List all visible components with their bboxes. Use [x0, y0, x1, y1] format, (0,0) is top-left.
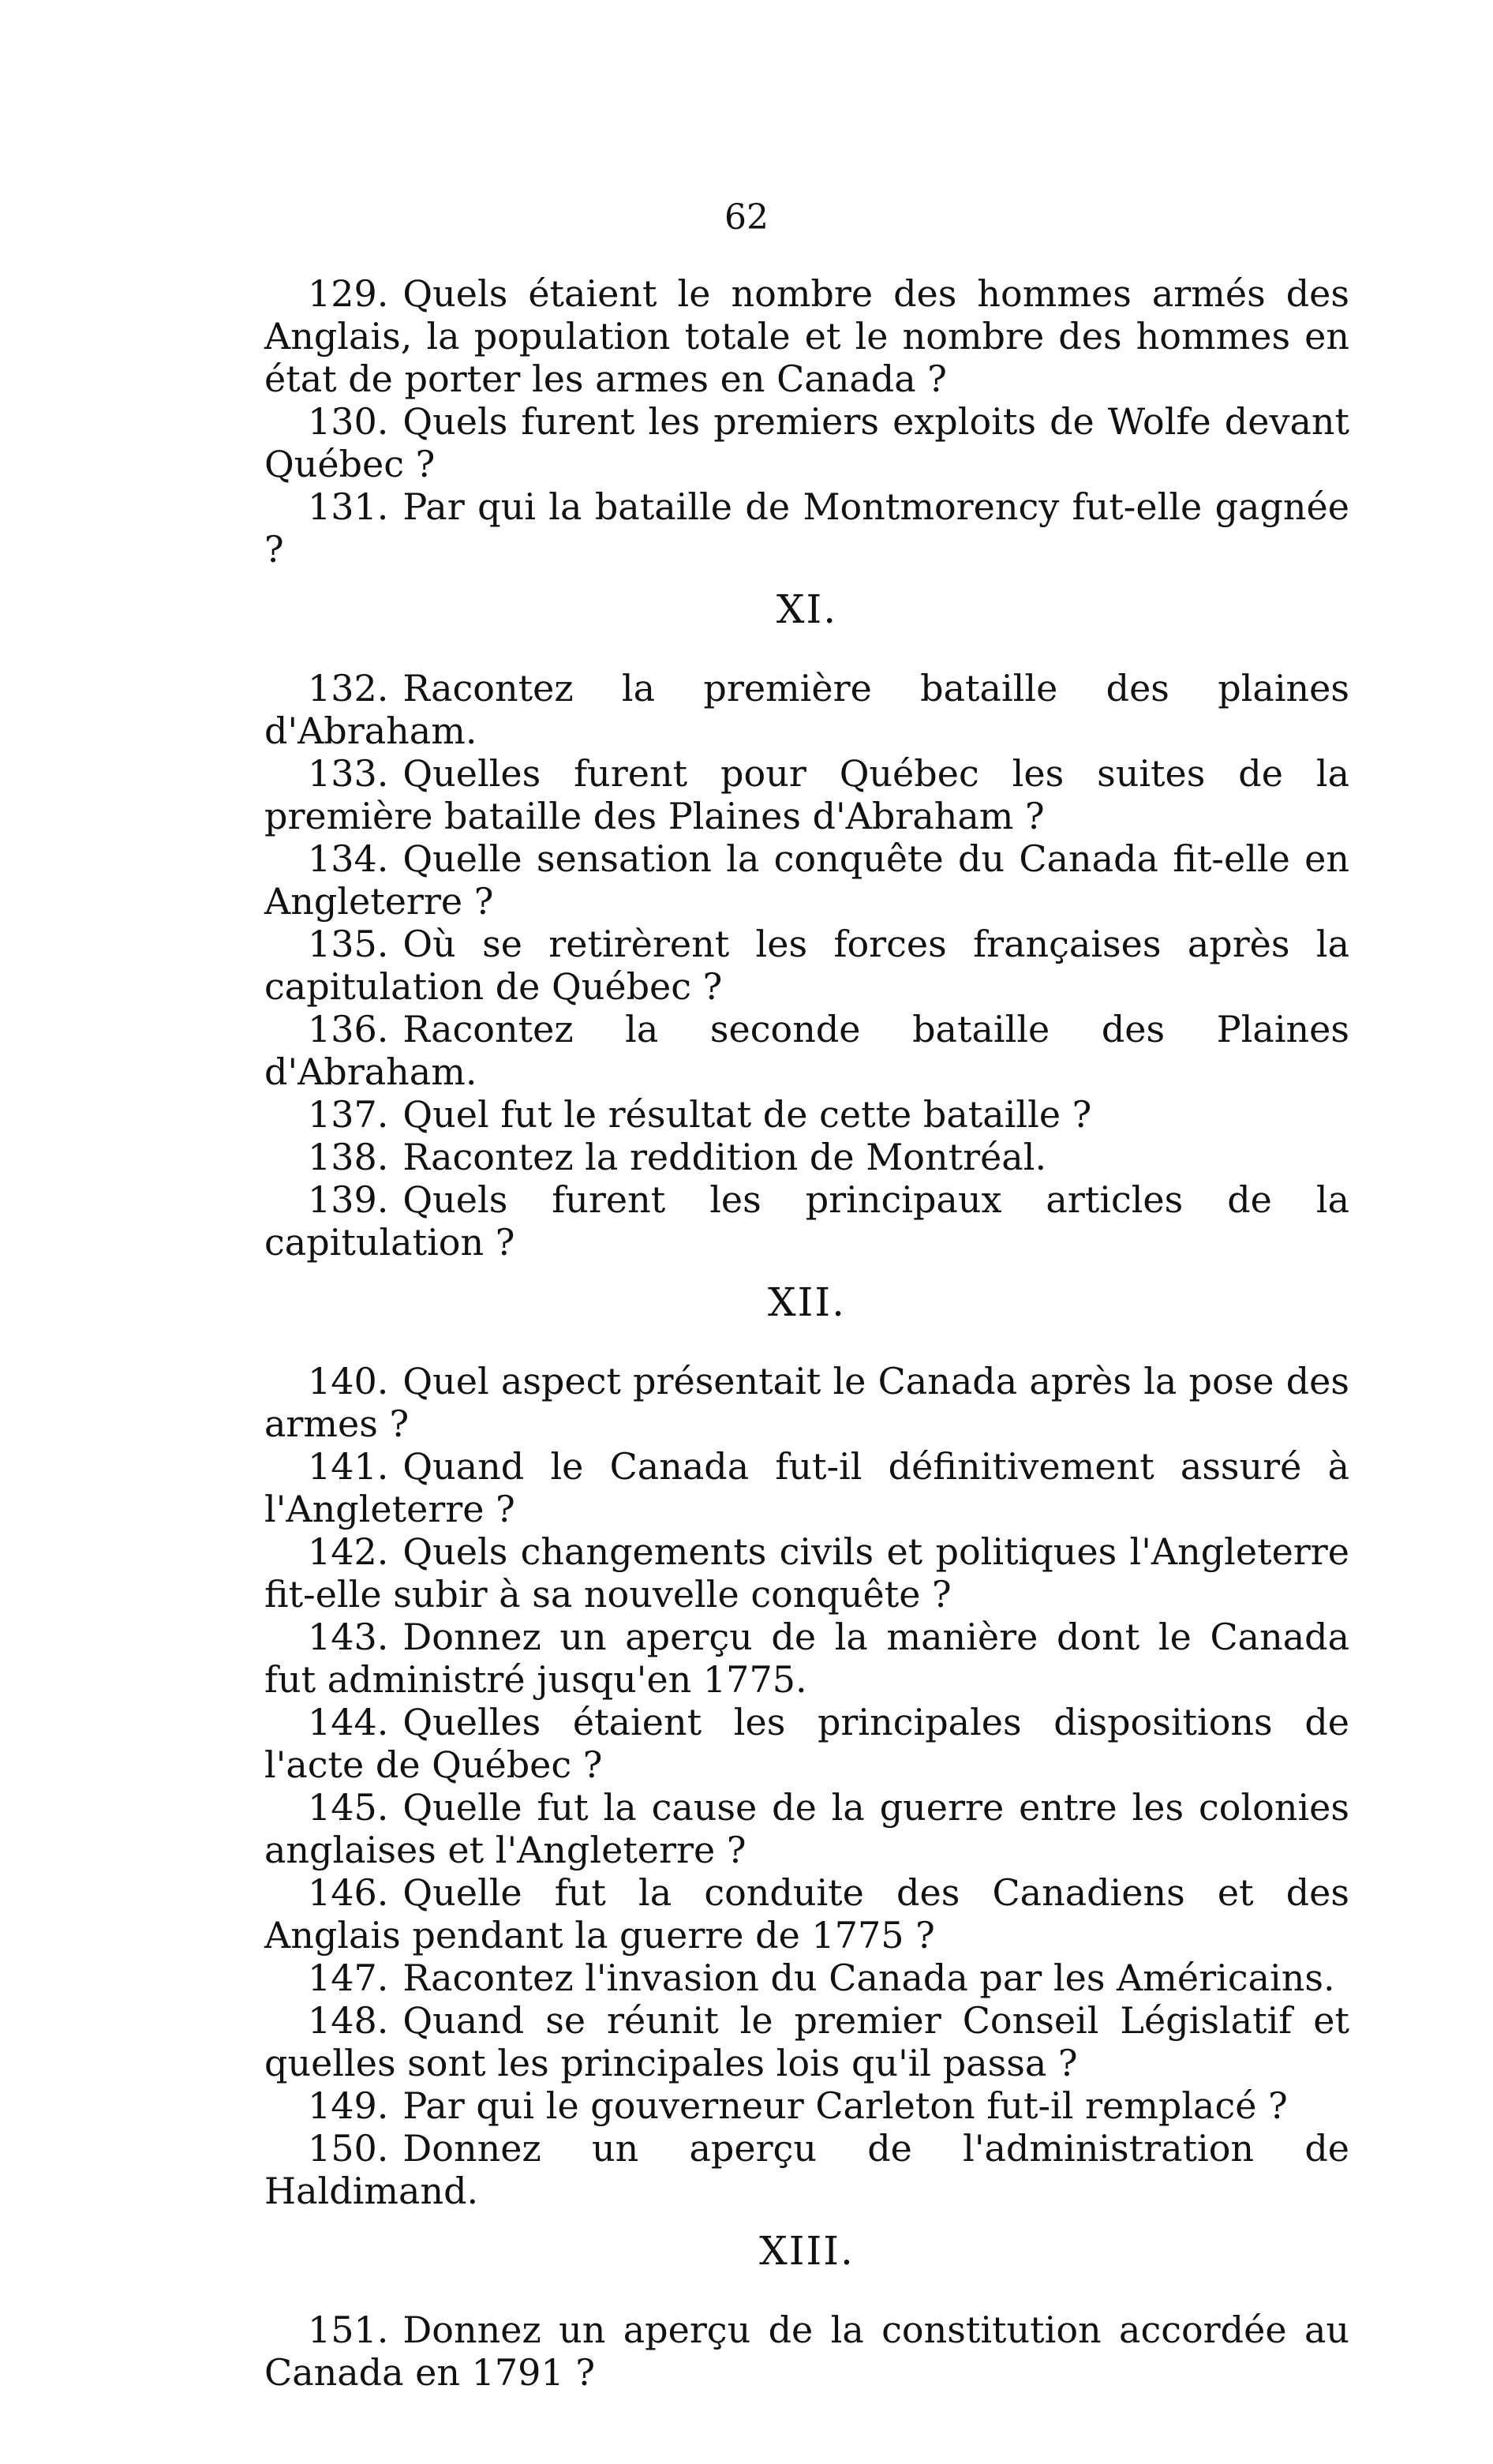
question-number: 150.	[308, 2127, 389, 2170]
question-number: 140.	[308, 1360, 389, 1402]
question-137	[264, 1093, 1349, 1136]
question-140	[264, 1360, 1349, 1445]
question-text: Quels étaient le nombre des hommes armés des Anglais, la population totale et le nombre des hommes en état de porter les armes en Canada ?	[264, 272, 1349, 400]
question-139	[264, 1178, 1349, 1264]
question-number: 147.	[308, 1957, 389, 1999]
question-150	[264, 2127, 1349, 2212]
question-132	[264, 667, 1349, 752]
question-number: 151.	[308, 2309, 389, 2351]
question-142	[264, 1530, 1349, 1616]
question-text: Quelles furent pour Québec les suites de la première bataille des Plaines d'Abraham ?	[264, 752, 1349, 837]
question-130	[264, 400, 1349, 485]
question-number: 134.	[308, 837, 389, 880]
question-number: 132.	[308, 667, 389, 710]
question-text: Donnez un aperçu de la manière dont le Canada fut administré jusqu'en 1775.	[264, 1616, 1349, 1701]
question-text: Quels furent les principaux articles de la capitulation ?	[264, 1178, 1349, 1264]
question-131	[264, 485, 1349, 571]
question-text: Quand le Canada fut-il définitivement assuré à l'Angleterre ?	[264, 1445, 1349, 1530]
section-heading: XII.	[768, 1279, 846, 1325]
question-number: 130.	[308, 400, 389, 443]
question-136	[264, 1008, 1349, 1093]
question-text: Quels furent les premiers exploits de Wolfe devant Québec ?	[264, 400, 1349, 485]
question-text: Quelle sensation la conquête du Canada fit-elle en Angleterre ?	[264, 837, 1349, 923]
question-number: 133.	[308, 752, 389, 795]
question-129	[264, 272, 1349, 400]
question-text: Par qui le gouverneur Carleton fut-il remplacé ?	[402, 2084, 1288, 2127]
question-text: Quel fut le résultat de cette bataille ?	[402, 1093, 1092, 1136]
question-134	[264, 837, 1349, 923]
page-number: 62	[724, 197, 769, 238]
question-text: Racontez l'invasion du Canada par les Américains.	[402, 1957, 1335, 1999]
question-number: 144.	[308, 1701, 389, 1743]
question-text: Quelle fut la cause de la guerre entre les colonies anglaises et l'Angleterre ?	[264, 1786, 1349, 1871]
question-text: Quelles étaient les principales dispositions de l'acte de Québec ?	[264, 1701, 1349, 1786]
question-135	[264, 923, 1349, 1008]
question-147	[264, 1957, 1349, 1999]
question-text: Racontez la seconde bataille des Plaines d'Abraham.	[264, 1008, 1349, 1093]
question-145	[264, 1786, 1349, 1871]
question-number: 135.	[308, 923, 389, 965]
question-text: Par qui la bataille de Montmorency fut-elle gagnée ?	[264, 485, 1349, 571]
question-141	[264, 1445, 1349, 1530]
section-heading: XI.	[776, 586, 838, 632]
section-continued	[264, 272, 1349, 571]
question-number: 136.	[308, 1008, 389, 1050]
question-number: 146.	[308, 1871, 389, 1914]
question-text: Donnez un aperçu de la constitution accordée au Canada en 1791 ?	[264, 2309, 1349, 2394]
question-number: 131.	[308, 485, 389, 528]
question-151	[264, 2309, 1349, 2394]
question-text: Où se retirèrent les forces françaises après la capitulation de Québec ?	[264, 923, 1349, 1008]
question-number: 139.	[308, 1178, 389, 1221]
question-text: Donnez un aperçu de l'administration de Haldimand.	[264, 2127, 1349, 2212]
question-text: Quelle fut la conduite des Canadiens et des Anglais pendant la guerre de 1775 ?	[264, 1871, 1349, 1957]
question-text: Racontez la reddition de Montréal.	[402, 1136, 1047, 1178]
section-xii	[264, 1281, 1349, 2212]
question-number: 145.	[308, 1786, 389, 1829]
question-text: Racontez la première bataille des plaines d'Abraham.	[264, 667, 1349, 752]
question-number: 138.	[308, 1136, 389, 1178]
question-149	[264, 2084, 1349, 2127]
section-xiii	[264, 2230, 1349, 2394]
question-text: Quels changements civils et politiques l'Angleterre fit-elle subir à sa nouvelle conquête ?	[264, 1530, 1349, 1616]
question-144	[264, 1701, 1349, 1786]
question-138	[264, 1136, 1349, 1178]
question-number: 141.	[308, 1445, 389, 1488]
question-number: 137.	[308, 1093, 389, 1136]
question-number: 143.	[308, 1616, 389, 1658]
question-number: 149.	[308, 2084, 389, 2127]
section-heading: XIII.	[759, 2228, 855, 2274]
question-text: Quel aspect présentait le Canada après la pose des armes ?	[264, 1360, 1349, 1445]
question-number: 142.	[308, 1530, 389, 1573]
question-list	[264, 272, 1349, 2394]
question-148	[264, 1999, 1349, 2084]
question-number: 129.	[308, 272, 389, 315]
question-number: 148.	[308, 1999, 389, 2042]
question-146	[264, 1871, 1349, 1957]
question-143	[264, 1616, 1349, 1701]
question-text: Quand se réunit le premier Conseil Législatif et quelles sont les principales lois qu'il passa ?	[264, 1999, 1349, 2084]
question-133	[264, 752, 1349, 837]
section-xi	[264, 588, 1349, 1264]
